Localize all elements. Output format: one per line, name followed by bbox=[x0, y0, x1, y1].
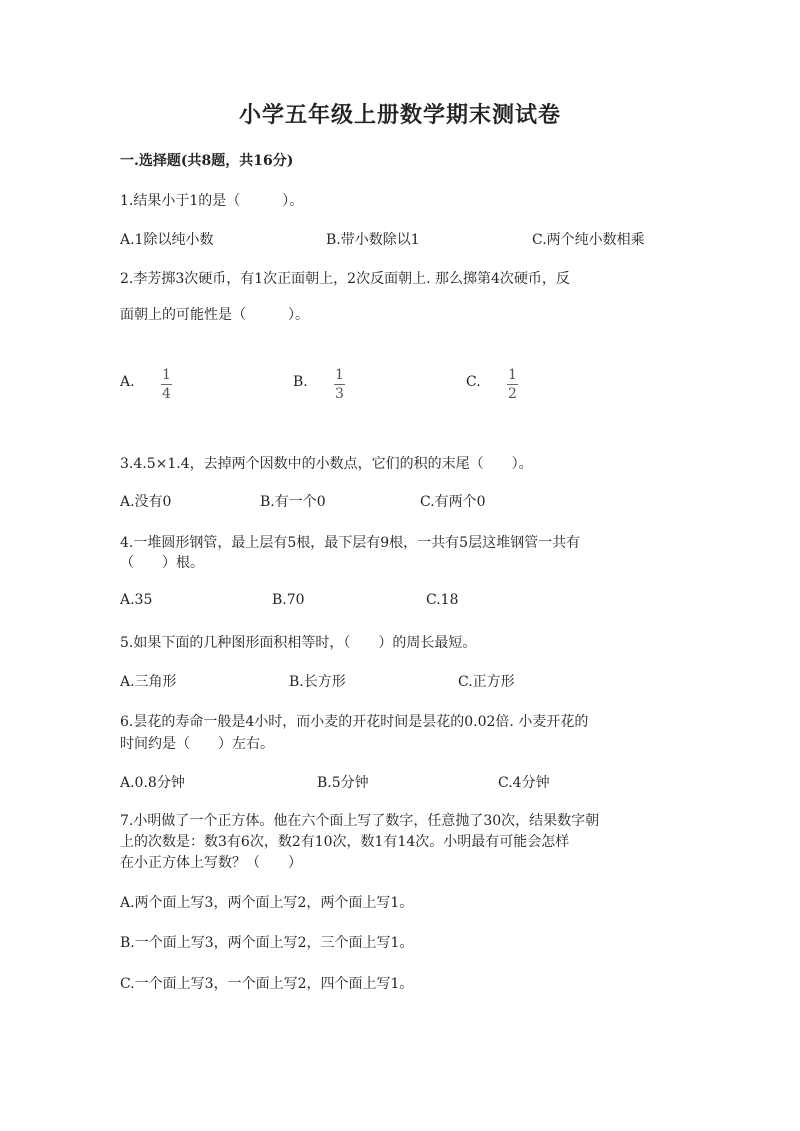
question-3-option-b: B.有一个0 bbox=[260, 494, 326, 510]
fraction-bar bbox=[334, 384, 345, 385]
question-2-option-c-fraction bbox=[507, 367, 518, 402]
fraction-numerator: 1 bbox=[162, 367, 171, 383]
page-title: 小学五年级上册数学期末测试卷 bbox=[238, 102, 561, 128]
question-3-option-c: C.有两个0 bbox=[420, 494, 486, 510]
question-4-option-a: A.35 bbox=[120, 592, 153, 608]
question-6-option-b: B.5分钟 bbox=[317, 775, 369, 791]
fraction-numerator: 1 bbox=[335, 367, 344, 383]
question-5-option-c: C.正方形 bbox=[458, 674, 515, 690]
question-2-option-b-label: B. bbox=[293, 374, 308, 390]
question-4-text-line-1: 4.一堆圆形钢管，最上层有5根，最下层有9根，一共有5层这堆钢管一共有 bbox=[120, 535, 581, 551]
section-heading: 一.选择题(共8题，共16分) bbox=[120, 153, 294, 169]
question-2-option-a-label: A. bbox=[120, 374, 135, 390]
question-2-option-b-fraction bbox=[334, 367, 345, 402]
question-7-option-a: A.两个面上写3，两个面上写2，两个面上写1。 bbox=[120, 895, 414, 911]
question-2-option-c-label: C. bbox=[466, 374, 481, 390]
fraction-bar bbox=[161, 384, 172, 385]
question-6-option-c: C.4分钟 bbox=[498, 775, 550, 791]
question-6-text-line-1: 6.昙花的寿命一般是4小时，而小麦的开花时间是昙花的0.02倍. 小麦开花的 bbox=[120, 714, 589, 730]
question-1-option-b: B.带小数除以1 bbox=[326, 232, 420, 248]
question-7-option-c: C.一个面上写3，一个面上写2，四个面上写1。 bbox=[120, 976, 414, 992]
question-4-option-b: B.70 bbox=[272, 592, 305, 608]
question-6-option-a: A.0.8分钟 bbox=[120, 775, 185, 791]
question-1-option-a: A.1除以纯小数 bbox=[120, 232, 214, 248]
question-2-text-line-1: 2.李芳掷3次硬币，有1次正面朝上，2次反面朝上. 那么掷第4次硬币，反 bbox=[120, 271, 570, 287]
question-4-text-line-2: （ ）根。 bbox=[120, 555, 204, 571]
question-6-text-line-2: 时间约是（ ）左右。 bbox=[120, 736, 274, 752]
question-5-option-b: B.长方形 bbox=[289, 674, 346, 690]
question-3-option-a: A.没有0 bbox=[120, 494, 172, 510]
question-7-option-b: B.一个面上写3，两个面上写2，三个面上写1。 bbox=[120, 935, 414, 951]
question-7-text-line-3: 在小正方体上写数？（ ） bbox=[120, 855, 302, 871]
fraction-denominator: 4 bbox=[162, 386, 171, 402]
fraction-denominator: 2 bbox=[508, 386, 517, 402]
question-1-text: 1.结果小于1的是（ ）。 bbox=[120, 193, 304, 209]
fraction-numerator: 1 bbox=[508, 367, 517, 383]
question-7-text-line-1: 7.小明做了一个正方体。他在六个面上写了数字，任意抛了30次，结果数字朝 bbox=[120, 813, 600, 829]
question-2-option-a-fraction bbox=[161, 367, 172, 402]
fraction-bar bbox=[507, 384, 518, 385]
question-3-text: 3.4.5×1.4，去掉两个因数中的小数点，它们的积的末尾（ ）。 bbox=[120, 456, 533, 472]
question-2-text-line-2: 面朝上的可能性是（ ）。 bbox=[120, 307, 309, 323]
question-7-text-line-2: 上的次数是：数3有6次，数2有10次，数1有14次。小明最有可能会怎样 bbox=[120, 834, 570, 850]
question-1-option-c: C.两个纯小数相乘 bbox=[532, 232, 645, 248]
question-5-option-a: A.三角形 bbox=[120, 674, 177, 690]
question-4-option-c: C.18 bbox=[426, 592, 459, 608]
fraction-denominator: 3 bbox=[335, 386, 344, 402]
question-5-text: 5.如果下面的几种图形面积相等时，（ ）的周长最短。 bbox=[120, 635, 477, 651]
